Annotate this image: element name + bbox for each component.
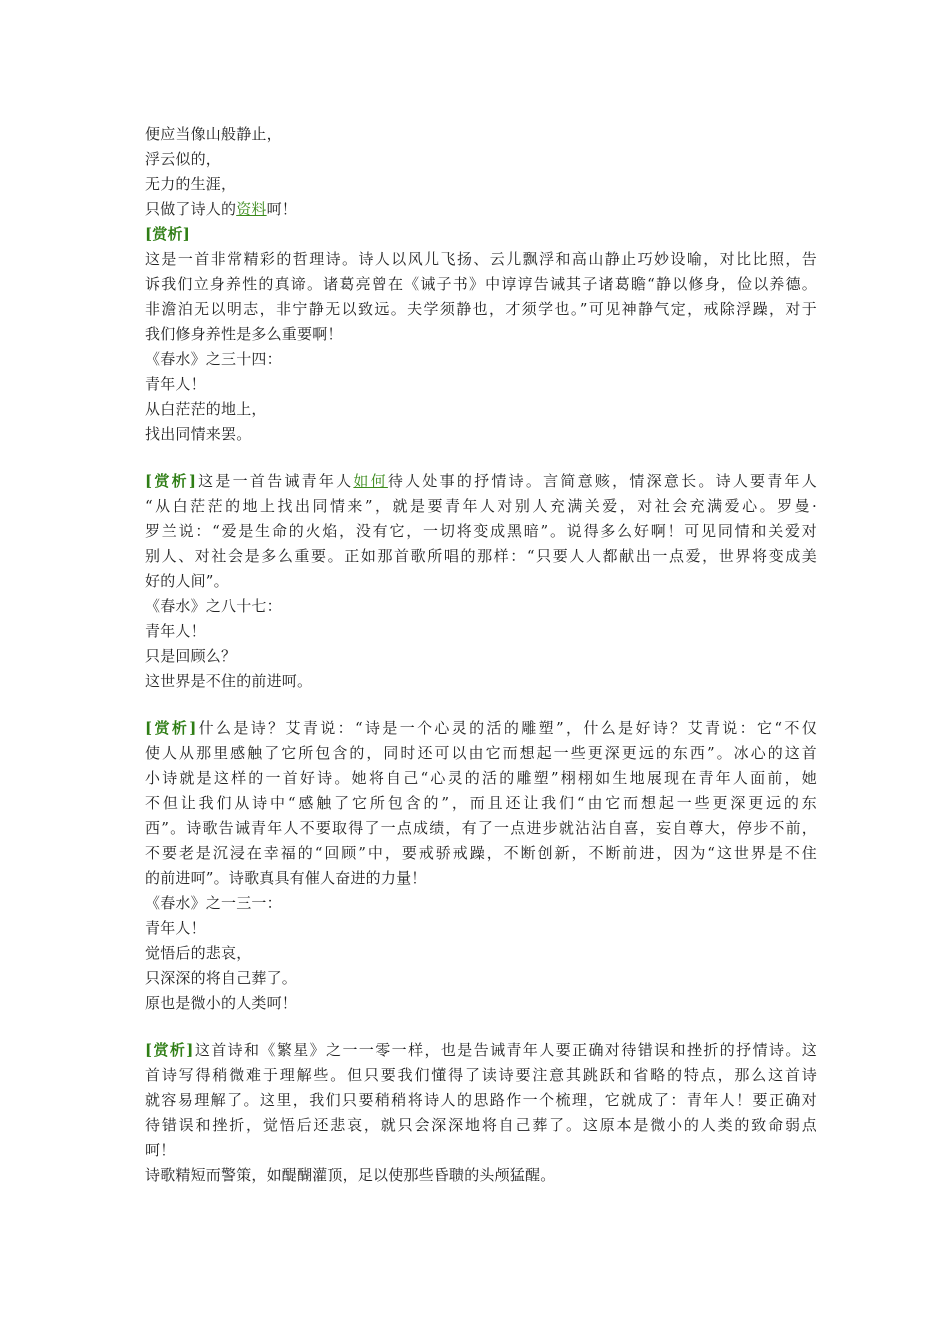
poem1-line-1: 便应当像山般静止，	[145, 125, 282, 143]
analysis2-line-4: 别人、对社会是多么重要。正如那首歌所唱的那样：“只要人人都献出一点爱，世界将变成美	[145, 547, 817, 565]
analysis4-line-4: 待错误和挫折，觉悟后还悲哀，就只会深深地将自己葬了。这原本是微小的人类的致命弱点	[145, 1116, 817, 1134]
analysis4-line-2: 首诗写得稍微难于理解些。但只要我们懂得了读诗要注意其跳跃和省略的特点，那么这首诗	[145, 1066, 817, 1084]
analysis4-line-1-text: 这首诗和《繁星》之一一零一样，也是告诫青年人要正确对待错误和挫折的抒情诗。这	[193, 1041, 817, 1059]
poem2-line-2: 从白茫茫的地上，	[145, 400, 267, 418]
analysis2-line-1-end: 待人处事的抒情诗。言简意赅，情深意长。诗人要青年人	[387, 472, 817, 490]
poem1-line-4-end: 呵！	[266, 200, 298, 218]
poem4-title: 《春水》之一三一：	[145, 894, 282, 912]
analysis4-line-5: 呵！	[145, 1141, 176, 1159]
poem3-line-2: 只是回顾么？	[145, 647, 237, 665]
analysis2-line-2: “从白茫茫的地上找出同情来”，就是要青年人对别人充满关爱，对社会充满爱心。罗曼·	[145, 497, 817, 515]
analysis3-line-7: 的前进呵”。诗歌真具有催人奋进的力量！	[145, 869, 427, 887]
poem1-line-3: 无力的生涯，	[145, 175, 237, 193]
poem3-line-1: 青年人！	[145, 622, 206, 640]
analysis3-line-3: 小诗就是这样的一首好诗。她将自己“心灵的活的雕塑”栩栩如生地展现在青年人面前，她	[145, 769, 817, 787]
analysis2-line-1-text: 这是一首告诫青年人	[196, 472, 354, 490]
analysis2-tag: [赏析]	[145, 472, 197, 490]
spacer	[145, 694, 817, 716]
analysis1-line-3: 非澹泊无以明志，非宁静无以致远。夫学须静也，才须学也。”可见神静气定，戒除浮躁，对于	[145, 300, 817, 318]
analysis4-line-1	[145, 1038, 817, 1063]
spacer	[145, 1016, 817, 1038]
analysis1-line-4: 我们修身养性是多么重要啊！	[145, 325, 343, 343]
poem1-line-2: 浮云似的，	[145, 150, 222, 168]
ziliao-link[interactable]: 资料	[236, 200, 267, 218]
poem2-line-1: 青年人！	[145, 375, 206, 393]
poem3-line-3: 这世界是不住的前进呵。	[145, 672, 313, 690]
analysis2-line-3: 罗兰说：“爱是生命的火焰，没有它，一切将变成黑暗”。说得多么好啊！可见同情和关爱对	[145, 522, 817, 540]
poem3-title: 《春水》之八十七：	[145, 597, 282, 615]
ruhe-link[interactable]: 如何	[353, 472, 388, 490]
analysis3-line-1-text: 什么是诗？艾青说：“诗是一个心灵的活的雕塑”，什么是好诗？艾青说：它“不仅	[196, 719, 817, 737]
document-body	[145, 122, 817, 1188]
poem4-line-2: 觉悟后的悲哀，	[145, 944, 252, 962]
poem1-line-4	[145, 197, 817, 222]
analysis1-line-2: 诉我们立身养性的真谛。诸葛亮曾在《诫子书》中谆谆告诫其子诸葛瞻“静以修身，俭以养德。	[145, 275, 817, 293]
analysis1-tag: [赏析]	[145, 225, 190, 243]
closing-line: 诗歌精短而警策，如醍醐灌顶，足以使那些昏聩的头颅猛醒。	[145, 1166, 556, 1184]
analysis3-tag: [赏析]	[145, 719, 197, 737]
analysis2-line-5: 好的人间”。	[145, 572, 229, 590]
poem2-title: 《春水》之三十四：	[145, 350, 282, 368]
analysis1-line-1: 这是一首非常精彩的哲理诗。诗人以风儿飞扬、云儿飘浮和高山静止巧妙设喻，对比比照，告	[145, 250, 817, 268]
poem4-line-3: 只深深的将自己葬了。	[145, 969, 298, 987]
poem2-line-3: 找出同情来罢。	[145, 425, 252, 443]
poem1-line-4-text: 只做了诗人的	[145, 200, 237, 218]
poem4-line-1: 青年人！	[145, 919, 206, 937]
analysis3-line-5: 西”。诗歌告诫青年人不要取得了一点成绩，有了一点进步就沾沾自喜，妄自尊大，停步不前，	[145, 819, 817, 837]
analysis2-line-1	[145, 469, 817, 494]
analysis3-line-6: 不要老是沉浸在幸福的“回顾”中，要戒骄戒躁，不断创新，不断前进，因为“这世界是不住	[145, 844, 817, 862]
analysis4-line-3: 就容易理解了。这里，我们只要稍稍将诗人的思路作一个梳理，它就成了：青年人！要正确对	[145, 1091, 817, 1109]
analysis3-line-1	[145, 716, 817, 741]
spacer	[145, 447, 817, 469]
analysis3-line-2: 使人从那里感触了它所包含的，同时还可以由它而想起一些更深更远的东西”。冰心的这首	[145, 744, 817, 762]
analysis4-tag: [赏析]	[145, 1041, 194, 1059]
poem4-line-4: 原也是微小的人类呵！	[145, 994, 298, 1012]
analysis3-line-4: 不但让我们从诗中“感触了它所包含的”，而且还让我们“由它而想起一些更深更远的东	[145, 794, 817, 812]
